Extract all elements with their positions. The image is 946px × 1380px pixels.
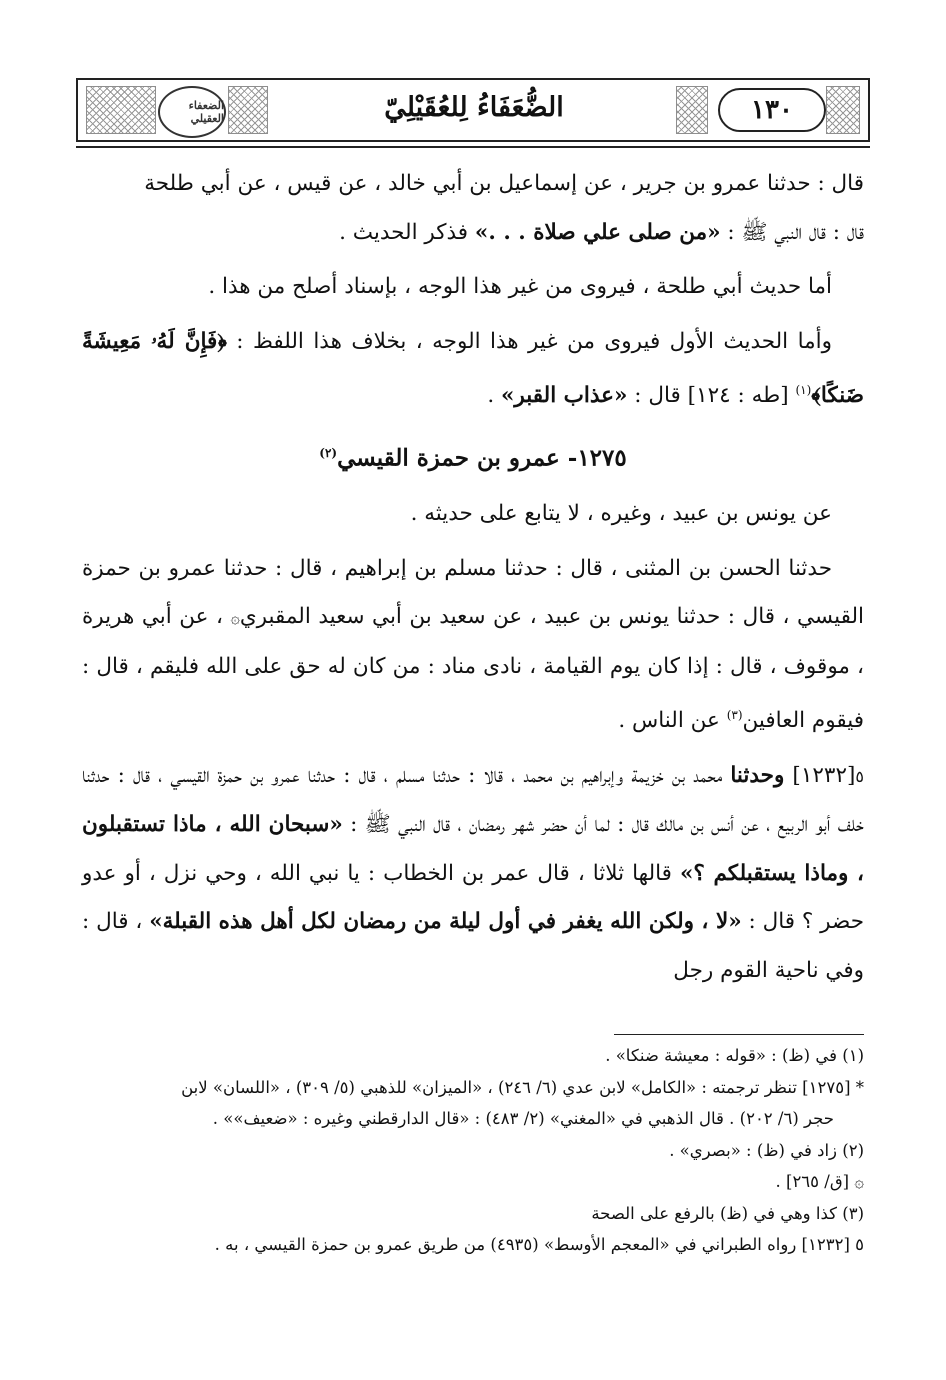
footnote-ref-3: (٣) bbox=[726, 708, 743, 723]
header-rule bbox=[76, 146, 870, 148]
footnote-entry-cont: حجر (٦/ ٢٠٢) . قال الذهبي في «المغني» (٢/ ٤٨٣) : «قال الدارقطني وغيره : «ضعيف»» . bbox=[212, 1109, 834, 1128]
paragraph-1: قال : حدثنا عمرو بن جرير ، عن إسماعيل بن أبي خالد ، عن قيس ، عن أبي طلحة قال : قال النبي ﷺ : «من صلى علي صلاة . . .» فذكر الحديث . bbox=[144, 171, 864, 245]
paragraph-2: أما حديث أبي طلحة ، فيروى من غير هذا الوجه ، بإسناد أصلح من هذا . bbox=[208, 274, 832, 299]
footnote-1: (١) في (ظ) : «قوله : معيشة ضنكا» . bbox=[605, 1046, 864, 1065]
quran-verse: ﴿فَإِنَّ لَهُۥ مَعِيشَةً ضَنكًا﴾ bbox=[82, 328, 864, 409]
hadith-marker-icon: ٥ bbox=[855, 766, 864, 786]
footnote-folio: ۞ [ق/ ٢٦٥] . bbox=[775, 1172, 864, 1191]
book-title: الضُّعَفَاءُ لِلعُقَيْلِيّ bbox=[384, 92, 564, 123]
footnote-entry: * [١٢٧٥] تنظر ترجمته : «الكامل» لابن عدي (٦/ ٢٤٦) ، «الميزان» للذهبي (٥/ ٣٠٩) ، «اللسان» لابن bbox=[181, 1077, 864, 1097]
ornament-left-icon bbox=[86, 86, 156, 134]
footnote-separator bbox=[614, 1034, 864, 1035]
ornament-mid-left-icon bbox=[228, 86, 268, 134]
footnote-ref-1: (١) bbox=[795, 383, 812, 397]
footnote-3: (٣) كذا وهي في (ظ) بالرفع على الصحة bbox=[591, 1203, 864, 1223]
footnote-hadith: ٥ [١٢٣٢] رواه الطبراني في «المعجم الأوسط» (٤٩٣٥) من طريق عمرو بن حمزة القيسي ، به . bbox=[214, 1235, 864, 1254]
entry-heading: ١٢٧٥- عمرو بن حمزة القيسي$^{(٢)}$ bbox=[319, 444, 627, 472]
paragraph-3: وأما الحديث الأول فيروى من غير هذا الوجه ، بخلاف هذا اللفظ : ﴿فَإِنَّ لَهُۥ مَعِيشَةً ضَنكًا﴾$^{(١)}$ [طه : ١٢٤] قال : «عذاب القبر» . bbox=[82, 328, 864, 409]
ornament-right-icon bbox=[826, 86, 860, 134]
footnote-ref-2: (٢) bbox=[319, 445, 338, 460]
paragraph-4: عن يونس بن عبيد ، وغيره ، لا يتابع على حديثه . bbox=[410, 501, 832, 527]
footnotes bbox=[82, 1040, 864, 1261]
footnote-2: (٢) زاد في (ظ) : «بصري» . bbox=[669, 1140, 864, 1160]
folio-marker-icon: ۞ bbox=[230, 608, 240, 628]
ornament-mid-right-icon bbox=[676, 86, 708, 134]
title-seal-logo: الضعفاء العقيلي bbox=[158, 86, 226, 138]
paragraph-6: ٥[١٢٣٢] وحدثنا محمد بن خزيمة وإبراهيم بن محمد ، قالا : حدثنا مسلم ، قال : حدثنا عمرو بن حمزة القيسي ، قال : حدثنا خلف أبو الربيع ، عن أنس بن مالك قال : لما أن حضر شهر رمضان ، قال النبي ﷺ : «سبحان الله ، ماذا تستقبلون ، وماذا يستقبلكم ؟» قالها ثلاثا ، قال عمر بن الخطاب : يا نبي الله ، وحي نزل ، أو عدو حضر ؟ قال : «لا ، ولكن الله يغفر في أول ليلة من رمضان لكل أهل هذه القبلة» ، قال : وفي ناحية القوم رجل bbox=[82, 762, 864, 983]
main-text bbox=[82, 160, 864, 995]
paragraph-5: حدثنا الحسن بن المثنى ، قال : حدثنا مسلم بن إبراهيم ، قال : حدثنا عمرو بن حمزة القيسي ، قال : حدثنا يونس بن عبيد ، عن سعيد بن أبي سعيد المقبري۞ ، عن أبي هريرة ، موقوف ، قال : إذا كان يوم القيامة ، نادى مناد : من كان له حق على الله فليقم ، قال : فيقوم العافين$^{(٣)}$ عن الناس . bbox=[82, 555, 864, 734]
running-header bbox=[76, 78, 870, 142]
page-number: ١٣٠ bbox=[718, 88, 826, 132]
